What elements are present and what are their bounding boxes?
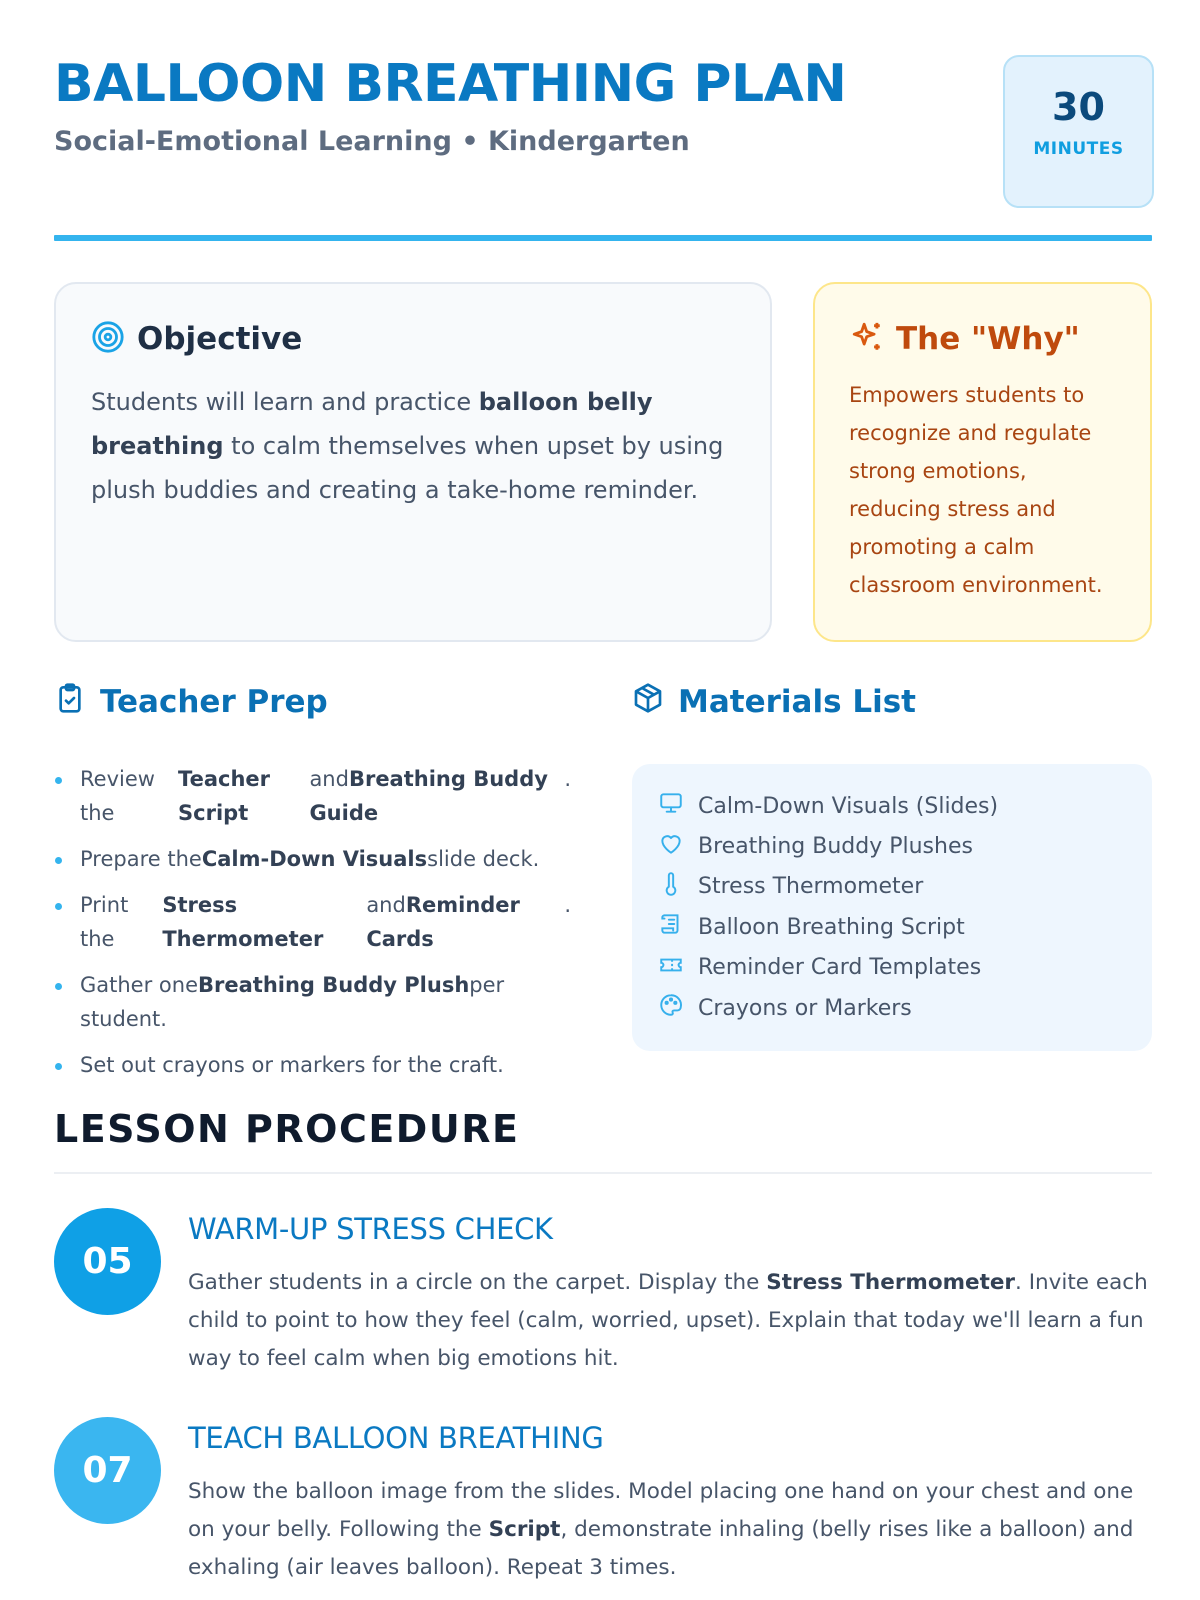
ticket-icon [658, 952, 698, 984]
list-item: Prepare theCalm-Down Visualsslide deck. [54, 842, 584, 876]
list-item: Set out crayons or markers for the craft. [54, 1048, 584, 1082]
list-item: Reminder Card Templates [658, 948, 998, 988]
page-header [54, 52, 1152, 242]
list-item: Gather oneBreathing Buddy Plushper student. [54, 968, 584, 1036]
list-item: Crayons or Markers [658, 988, 998, 1028]
list-item: Balloon Breathing Script [658, 907, 998, 947]
objective-text: Students will learn and practice balloon belly breathing to calm themselves when upset by using plush buddies and creating a take-home reminder. [91, 388, 724, 504]
teacher-prep-list [54, 762, 584, 1094]
duration-label: MINUTES [1033, 139, 1124, 159]
header-divider [54, 235, 1152, 241]
objective-header [91, 320, 302, 358]
materials-header [632, 682, 916, 722]
step-number-badge: 05 [54, 1208, 161, 1315]
why-text: Empowers students to recognize and regulate strong emotions, reducing stress and promoting a calm classroom environment. [849, 383, 1103, 597]
heart-icon [658, 831, 698, 863]
materials-list [658, 786, 998, 1028]
step-number-badge: 07 [54, 1417, 161, 1524]
objective-heading: Objective [137, 321, 303, 357]
step-title: WARM-UP STRESS CHECK [188, 1212, 553, 1246]
package-icon [632, 682, 678, 722]
step-text: Show the balloon image from the slides. Model placing one hand on your chest and one on your belly. Following the Script, demonstrate inhaling (belly rises like a balloon) and exhaling (air leaves balloon). Repeat 3 times. [188, 1479, 1134, 1580]
duration-value: 30 [1052, 85, 1105, 129]
thermometer-icon [658, 871, 698, 903]
sparkles-icon [850, 320, 896, 358]
scroll-icon [658, 911, 698, 943]
objective-card [54, 282, 772, 642]
list-item: Print the Stress Thermometer andReminder Cards . [54, 888, 584, 956]
monitor-icon [658, 790, 698, 822]
page-title: BALLOON BREATHING PLAN [54, 54, 847, 114]
list-item: Calm-Down Visuals (Slides) [658, 786, 998, 826]
target-icon [91, 320, 137, 358]
why-card [813, 282, 1152, 642]
teacher-prep-header [54, 682, 328, 722]
step-text: Gather students in a circle on the carpet. Display the Stress Thermometer. Invite each child to point to how they feel (calm, worried, upset). Explain that today we'll learn a fun way to feel calm when big emotions hit. [188, 1270, 1148, 1371]
teacher-prep-heading: Teacher Prep [100, 684, 328, 720]
duration-badge [1003, 55, 1154, 208]
step-title: TEACH BALLOON BREATHING [188, 1421, 604, 1455]
list-item: Breathing Buddy Plushes [658, 826, 998, 866]
list-item: Stress Thermometer [658, 867, 998, 907]
procedure-heading: LESSON PROCEDURE [54, 1107, 520, 1151]
materials-heading: Materials List [678, 684, 916, 720]
materials-panel [632, 764, 1152, 1051]
why-header [850, 320, 1080, 358]
palette-icon [658, 992, 698, 1024]
procedure-divider [54, 1172, 1152, 1174]
list-item: Review the Teacher Script andBreathing Buddy Guide . [54, 762, 584, 830]
page-subtitle: Social-Emotional Learning • Kindergarten [54, 126, 690, 157]
clipboard-check-icon [54, 682, 100, 722]
why-heading: The "Why" [896, 321, 1080, 357]
